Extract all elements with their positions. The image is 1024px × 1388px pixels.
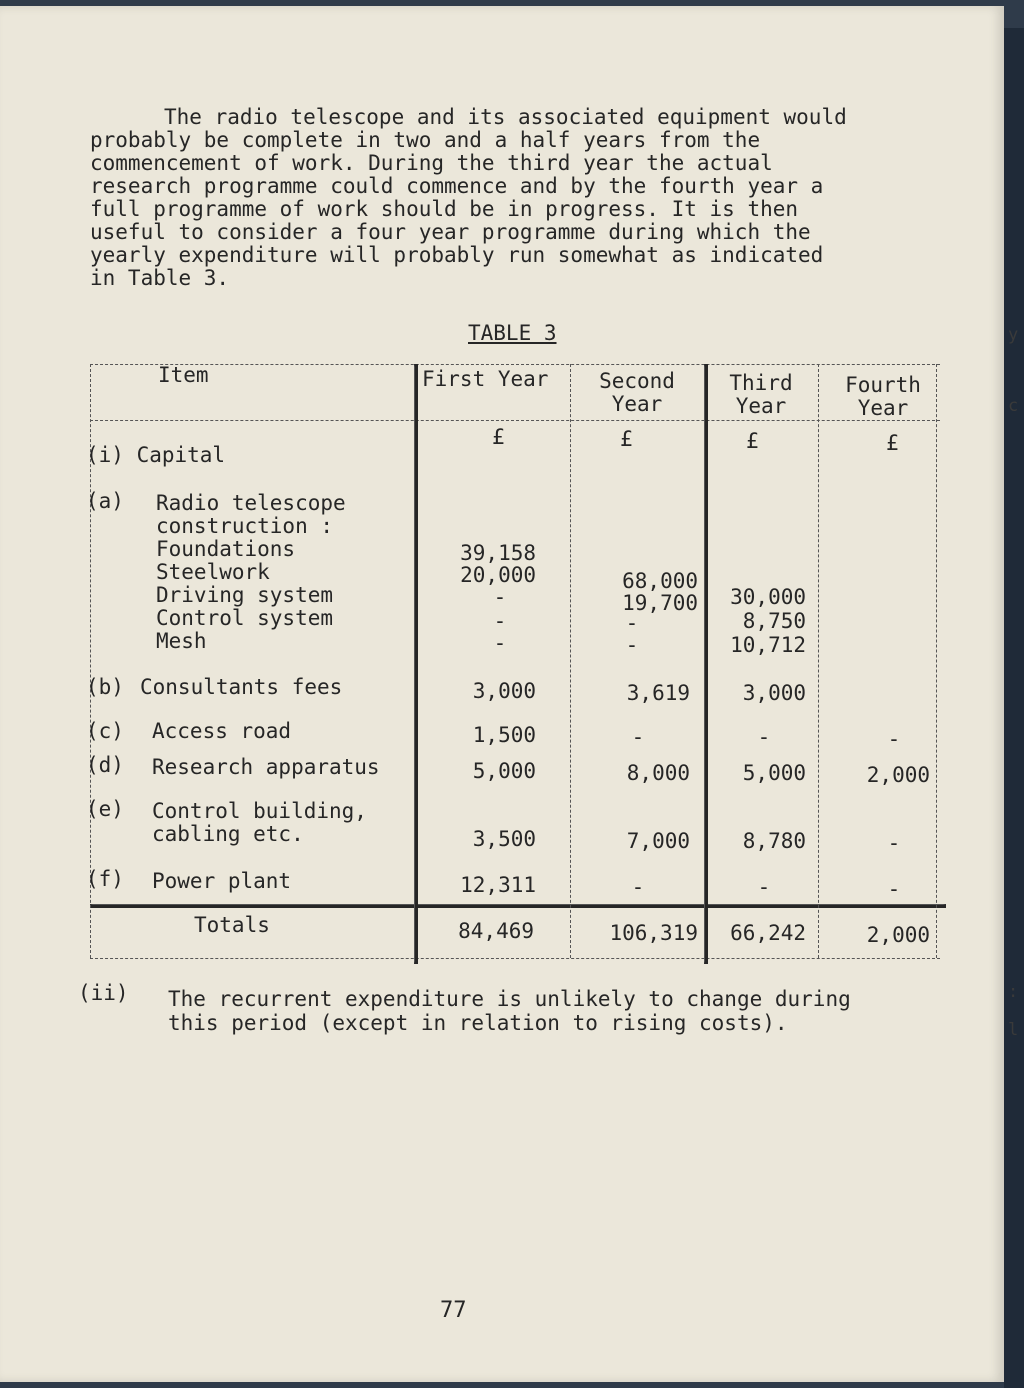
cell-third-year: 30,000 [730, 585, 806, 609]
intro-paragraph [90, 106, 940, 290]
cell-fourth-year: - [887, 877, 901, 901]
cell-first-year: 39,158 [460, 541, 536, 565]
header-divider [90, 420, 940, 421]
row-marker: (b) [86, 675, 124, 699]
col-divider-3 [704, 364, 708, 964]
row-label: Access road [152, 719, 292, 743]
row-label: Control system [156, 606, 334, 630]
margin-bleed-char: y [1008, 325, 1019, 345]
col-divider-4 [818, 364, 819, 958]
margin-bleed-char: c [1008, 396, 1019, 416]
cell-third-year: - [757, 725, 771, 749]
cell-first-year: - [493, 609, 507, 633]
cell-third-year: - [757, 875, 771, 899]
totals-label: Totals [194, 913, 270, 937]
note-text [168, 987, 851, 1035]
row-marker: (d) [86, 753, 124, 777]
currency-symbol: £ [886, 431, 899, 455]
paragraph-line: in Table 3. [90, 266, 230, 290]
note-marker: (ii) [78, 981, 129, 1005]
cell-first-year: 20,000 [460, 563, 536, 587]
cell-first-year: 12,311 [460, 873, 536, 897]
cell-third-year: 3,000 [742, 681, 806, 705]
row-label: Foundations [156, 537, 296, 561]
col-divider-2 [570, 364, 571, 958]
paragraph-line: research programme could commence and by the fourth year a [90, 174, 824, 198]
cell-second-year: 7,000 [626, 829, 690, 853]
section-capital: (i) Capital [86, 443, 226, 467]
paragraph-line: useful to consider a four year programme during which the [90, 220, 811, 244]
currency-symbol: £ [620, 427, 633, 451]
paragraph-line: The radio telescope and its associated equipment would [164, 105, 847, 129]
cell-third-year: 10,712 [730, 633, 806, 657]
cell-second-year: 3,619 [626, 681, 690, 705]
cell-second-year: 19,700 [622, 591, 698, 615]
header-second-year-line1: Second [599, 369, 675, 393]
paragraph-line: yearly expenditure will probably run somewhat as indicated [90, 243, 824, 267]
row-marker: (a) [86, 489, 124, 513]
header-first-year: First Year [422, 367, 549, 391]
row-label: construction : [156, 514, 334, 538]
expenditure-table [84, 358, 940, 964]
row-label: Research apparatus [152, 755, 380, 779]
header-fourth-year-line2: Year [857, 396, 909, 420]
cell-first-year: 5,000 [472, 759, 536, 783]
header-item: Item [158, 363, 209, 387]
paragraph-line: full programme of work should be in progress. It is then [90, 197, 799, 221]
cell-fourth-year: - [887, 727, 901, 751]
table-border-right [936, 364, 937, 958]
margin-bleed-char: : [1008, 982, 1019, 1002]
margin-bleed-char: l [1008, 1020, 1019, 1040]
row-label: Consultants fees [140, 675, 343, 699]
cell-second-year: - [631, 725, 645, 749]
row-label: Mesh [156, 629, 207, 653]
total-second-year: 106,319 [609, 921, 698, 945]
cell-first-year: - [493, 585, 507, 609]
header-second-year-line2: Year [611, 392, 663, 416]
header-fourth-year-line1: Fourth [845, 373, 921, 397]
cell-second-year: 8,000 [626, 761, 690, 785]
row-label: Power plant [152, 869, 292, 893]
table-border-bottom [90, 958, 940, 959]
cell-second-year: 68,000 [622, 569, 698, 593]
row-label: Steelwork [156, 560, 270, 584]
header-third-year-line1: Third [729, 371, 793, 395]
cell-third-year: 8,780 [742, 829, 806, 853]
cell-first-year: 3,500 [472, 827, 536, 851]
document-page [0, 6, 1004, 1382]
note-line: this period (except in relation to rising costs). [168, 1011, 788, 1035]
total-fourth-year: 2,000 [866, 923, 930, 947]
cell-second-year: - [625, 611, 639, 635]
cell-third-year: 8,750 [742, 609, 806, 633]
row-label: cabling etc. [152, 822, 304, 846]
row-marker: (e) [86, 797, 124, 821]
col-divider-1 [414, 364, 418, 964]
cell-second-year: - [631, 875, 645, 899]
row-label: Control building, [152, 799, 367, 823]
paragraph-line: commencement of work. During the third year the actual [90, 151, 773, 175]
cell-second-year: - [625, 633, 639, 657]
book-binding [1004, 28, 1024, 1388]
cell-first-year: 1,500 [472, 723, 536, 747]
currency-symbol: £ [746, 429, 759, 453]
cell-first-year: - [493, 631, 507, 655]
row-label: Radio telescope [156, 491, 346, 515]
total-first-year: 84,469 [458, 919, 534, 943]
currency-symbol: £ [492, 425, 505, 449]
table-border-top [90, 364, 940, 365]
paragraph-line: probably be complete in two and a half years from the [90, 128, 761, 152]
row-marker: (c) [86, 719, 124, 743]
row-label: Driving system [156, 583, 334, 607]
note-line: The recurrent expenditure is unlikely to change during [168, 987, 851, 1011]
table-title: TABLE 3 [468, 321, 557, 345]
total-third-year: 66,242 [730, 921, 806, 945]
row-marker: (f) [86, 867, 124, 891]
cell-third-year: 5,000 [742, 761, 806, 785]
cell-first-year: 3,000 [472, 679, 536, 703]
cell-fourth-year: 2,000 [866, 763, 930, 787]
page-number: 77 [440, 1298, 467, 1323]
header-third-year-line2: Year [735, 394, 787, 418]
cell-fourth-year: - [887, 831, 901, 855]
